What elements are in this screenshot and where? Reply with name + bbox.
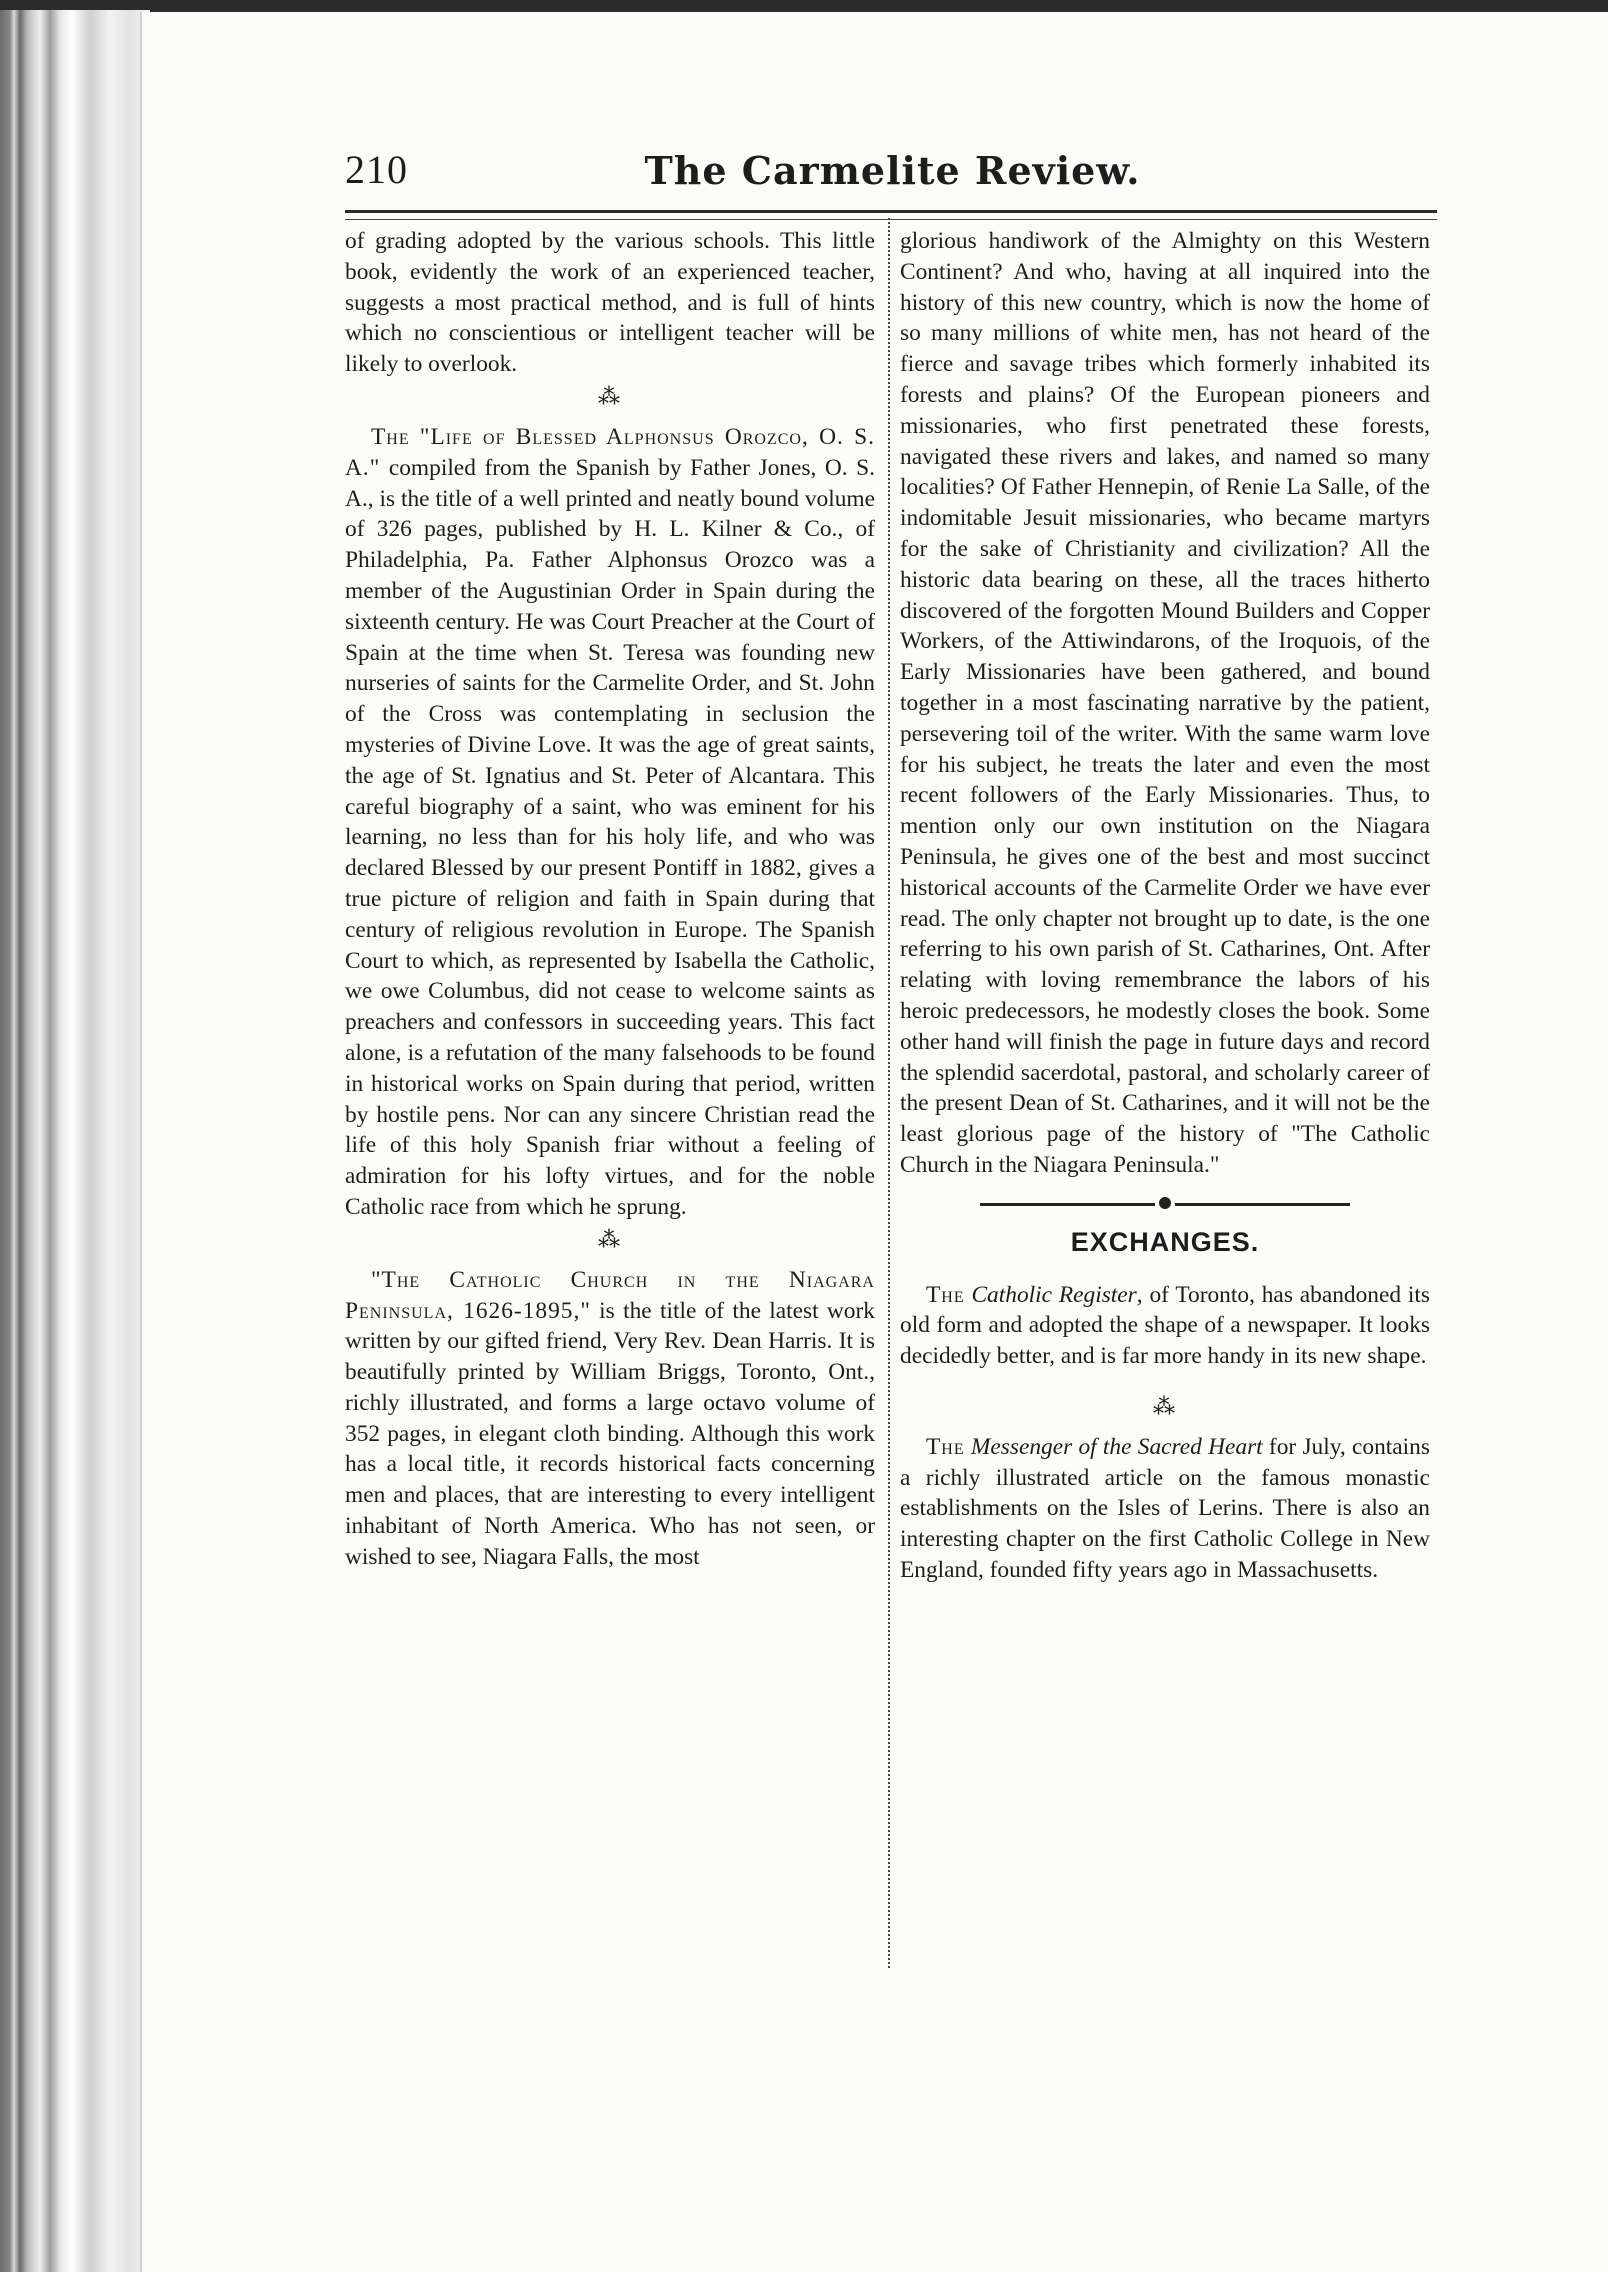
- section-heading-exchanges: EXCHANGES.: [1070, 1226, 1260, 1257]
- page-number: 210: [345, 147, 408, 192]
- book-page-edges: [0, 10, 150, 2272]
- column-divider: [888, 218, 890, 1968]
- right-column: [900, 226, 1430, 1586]
- paragraph-catholic-register: The Catholic Register, of Toronto, has abandoned its old form and adopted the shape of a newspaper. It looks decidedly better, and is far more handy in its new shape.: [900, 1281, 1430, 1370]
- asterism-separator: ⁂: [1153, 1393, 1177, 1419]
- catholic-register-title: Catholic Register: [971, 1281, 1137, 1308]
- niagara-text: is the title of the latest work written by our gifted friend, Very Rev. Dean Harris. It is beautifully printed by William Briggs, Toronto, Ont., richly illustrated, and forms a large octavo volume of 352 pages, in elegant cloth binding. Although this work has a local title, it records historical facts concerning men and places, that are interesting to every intelligent inhabitant of North America. Who has not seen, or wished to see, Niagara Falls, the most: [345, 1297, 875, 1570]
- messenger-title: Messenger of the Sacred Heart: [970, 1433, 1263, 1460]
- orozco-text: compiled from the Spanish by Father Jones, O. S. A., is the title of a well printed and neatly bound volume of 326 pages, published by H. L. Kilner & Co., of Philadelphia, Pa. Father Alphonsus Orozco was a member of the Augustinian Order in Spain during the sixteenth century. He was Court Preacher at the Court of Spain at the time when St. Teresa was founding new nurseries of saints for the Carmelite Order, and St. John of the Cross was contemplating in seclusion the mysteries of Divine Love. It was the age of great saints, the age of St. Ignatius and St. Peter of Alcantara. This careful biography of a saint, who was eminent for his learning, no less than for his holy life, and who was declared Blessed by our present Pontiff in 1882, gives a true picture of religion and faith in Spain during that century of religious revolution in Europe. The Spanish Court to which, as represented by Isabella the Catholic, we owe Columbus, did not cease to welcome saints as preachers and confessors in succeeding years. This fact alone, is a refutation of the many falsehoods to be found in historical works on Spain during that period, written by hostile pens. Nor can any sincere Christian read the life of this holy Spanish friar without a feeling of admiration for his lofty virtues, and for the noble Catholic race from which he sprung.: [345, 454, 875, 1220]
- paragraph-grading: of grading adopted by the various schools. This little book, evidently the work of an experienced teacher, suggests a most practical method, and is full of hints which no conscientious or intelligent teacher will be likely to overlook.: [345, 228, 875, 378]
- orozco-title: The "Life of Blessed Alphonsus Orozco, O. S. A.": [345, 423, 875, 481]
- asterism-separator: ⁂: [598, 383, 622, 409]
- paragraph-orozco: [345, 422, 875, 1223]
- niagara-title: "The Catholic Church in the Niagara Peninsula, 1626-1895,": [345, 1266, 875, 1324]
- paragraph-niagara-continued: glorious handiwork of the Almighty on this Western Continent? And who, having at all inquired into the history of this new country, which is now the home of so many millions of white men, has not heard of the fierce and savage tribes which formerly inhabited its forests and plains? Of the European pioneers and missionaries, who first penetrated these forests, navigated these rivers and lakes, and named so many localities? Of Father Hennepin, of Renie La Salle, of the indomitable Jesuit missionaries, who became martyrs for the sake of Christianity and civilization? All the historic data bearing on these, all the traces hitherto discovered of the forgotten Mound Builders and Copper Workers, of the Attiwindarons, of the Iroquois, of the Early Missionaries have been gathered, and bound together in a most fascinating narrative by the patient, persevering toil of the writer. With the same warm love for his subject, he treats the later and even the most recent followers of the Early Missionaries. Thus, to mention only our own institution on the Niagara Peninsula, he gives one of the best and most succinct historical accounts of the Carmelite Order we have ever read. The only chapter not brought up to date, is the one referring to his own parish of St. Catharines, Ont. After relating with loving remembrance the labors of his heroic predecessors, he modestly closes the book. Some other hand will finish the page in future days and record the splendid sacerdotal, pastoral, and scholarly career of the present Dean of St. Catharines, and it will not be the least glorious page of the history of "The Catholic Church in the Niagara Peninsula.": [900, 228, 1430, 1178]
- ornamental-rule: [900, 1187, 1430, 1221]
- running-title: The Carmelite Review.: [644, 148, 1141, 193]
- left-column: [345, 226, 875, 1573]
- paragraph-messenger: The Messenger of the Sacred Heart for July, contains a richly illustrated article on the famous monastic establishments on the Isles of Lerins. There is also an interesting chapter on the first Catholic College in New England, founded fifty years ago in Massachusetts.: [900, 1433, 1430, 1584]
- header-rule: [345, 210, 1437, 220]
- paragraph-niagara: [345, 1265, 875, 1573]
- page-header: [345, 140, 1440, 200]
- asterism-separator: ⁂: [598, 1226, 622, 1252]
